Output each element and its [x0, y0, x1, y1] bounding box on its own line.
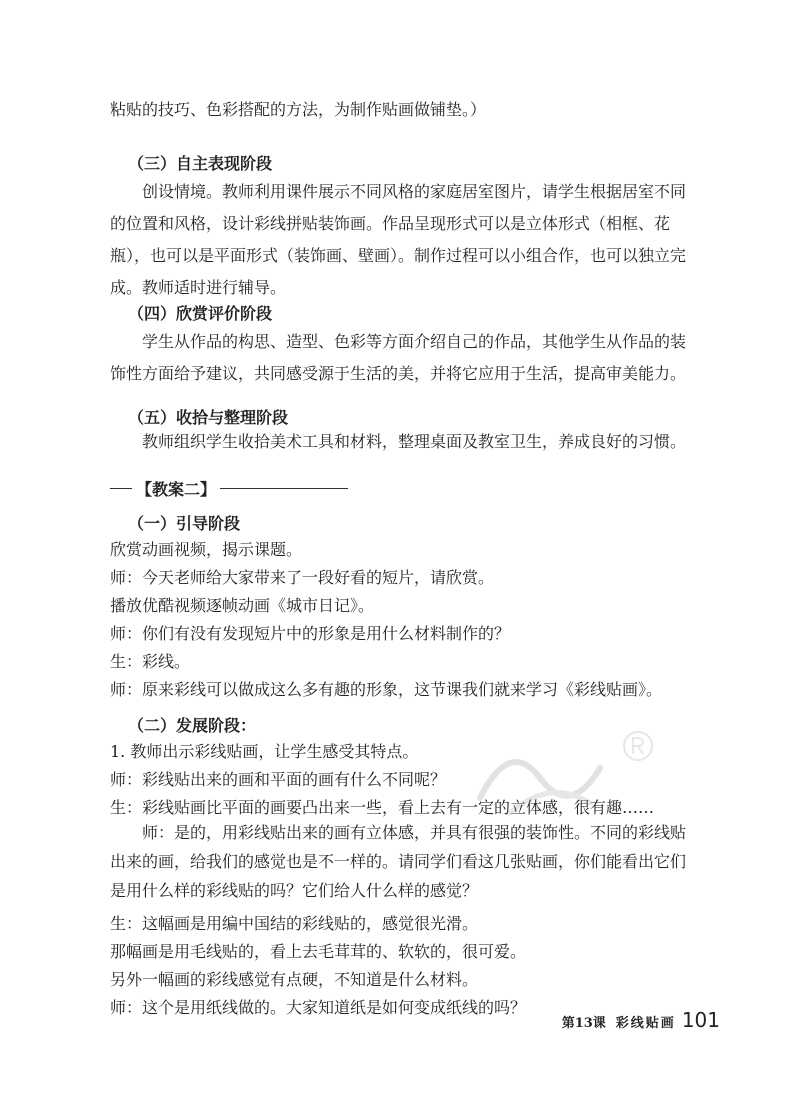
- divider-rule-left: [110, 488, 132, 489]
- dialogue-paragraph: 师：是的，用彩线贴出来的画有立体感，并具有很强的装饰性。不同的彩线贴出来的画，给我们的感觉也是不一样的。请同学们看这几张贴画，你们能看出它们是用什么样的彩线贴的吗？它们给人什么样的感觉？: [110, 823, 687, 900]
- dialogue-line: 生：彩线贴画比平面的画要凸出来一些，看上去有一定的立体感，很有趣……: [110, 798, 655, 817]
- dialogue-line: 那幅画是用毛线贴的，看上去毛茸茸的、软软的，很可爱。: [110, 942, 527, 961]
- stage-heading-1: （一）引导阶段: [128, 514, 241, 533]
- publisher-watermark-logo: [470, 718, 670, 828]
- section-heading-3: （三）自主表现阶段: [128, 154, 273, 173]
- stage-heading-2: （二）发展阶段：: [128, 716, 257, 735]
- footer-lesson-number: 第13课: [561, 1016, 606, 1031]
- section-text-3: 创设情境。教师利用课件展示不同风格的家庭居室图片，请学生根据居室不同的位置和风格，设计彩线拼贴装饰画。作品呈现形式可以是立体形式（相框、花瓶），也可以是平面形式（装饰画、壁画）。制作过程可以小组合作，也可以独立完成。教师适时进行辅导。: [110, 182, 687, 297]
- page-number: 101: [681, 1008, 720, 1032]
- footer-lesson-name: 彩线贴画: [615, 1016, 676, 1031]
- dialogue-line: 播放优酷视频逐帧动画《城市日记》。: [110, 596, 375, 615]
- continued-text: 粘贴的技巧、色彩搭配的方法，为制作贴画做铺垫。）: [110, 100, 487, 119]
- dialogue-line: 另外一幅画的彩线感觉有点硬，不知道是什么材料。: [110, 970, 479, 989]
- dialogue-line: 师：今天老师给大家带来了一段好看的短片，请欣赏。: [110, 568, 495, 587]
- dialogue-line: 生：彩线。: [110, 652, 191, 671]
- plan-two-title: 【教案二】: [136, 479, 217, 499]
- dialogue-line: 生：这幅画是用编中国结的彩线贴的，感觉很光滑。: [110, 914, 479, 933]
- divider-rule-right: [220, 488, 348, 489]
- dialogue-line: 师：彩线贴出来的画和平面的画有什么不同呢？: [110, 770, 447, 789]
- dialogue-line: 师：你们有没有发现短片中的形象是用什么材料制作的？: [110, 624, 511, 643]
- dialogue-line: 师：原来彩线可以做成这么多有趣的形象，这节课我们就来学习《彩线贴画》。: [110, 680, 663, 699]
- section-heading-5: （五）收拾与整理阶段: [128, 408, 289, 427]
- section-heading-4: （四）欣赏评价阶段: [128, 304, 273, 323]
- dialogue-line: 1. 教师出示彩线贴画，让学生感受其特点。: [110, 742, 419, 761]
- page-footer: [560, 1008, 720, 1032]
- dialogue-line: 欣赏动画视频，揭示课题。: [110, 540, 303, 559]
- dialogue-line: 师：这个是用纸线做的。大家知道纸是如何变成纸线的吗？: [110, 998, 527, 1017]
- plan-two-divider: [110, 476, 348, 500]
- section-text-4: 学生从作品的构思、造型、色彩等方面介绍自己的作品，其他学生从作品的装饰性方面给予建议，共同感受源于生活的美，并将它应用于生活，提高审美能力。: [110, 332, 687, 383]
- section-text-5: 教师组织学生收拾美术工具和材料，整理桌面及教室卫生，养成良好的习惯。: [142, 432, 687, 451]
